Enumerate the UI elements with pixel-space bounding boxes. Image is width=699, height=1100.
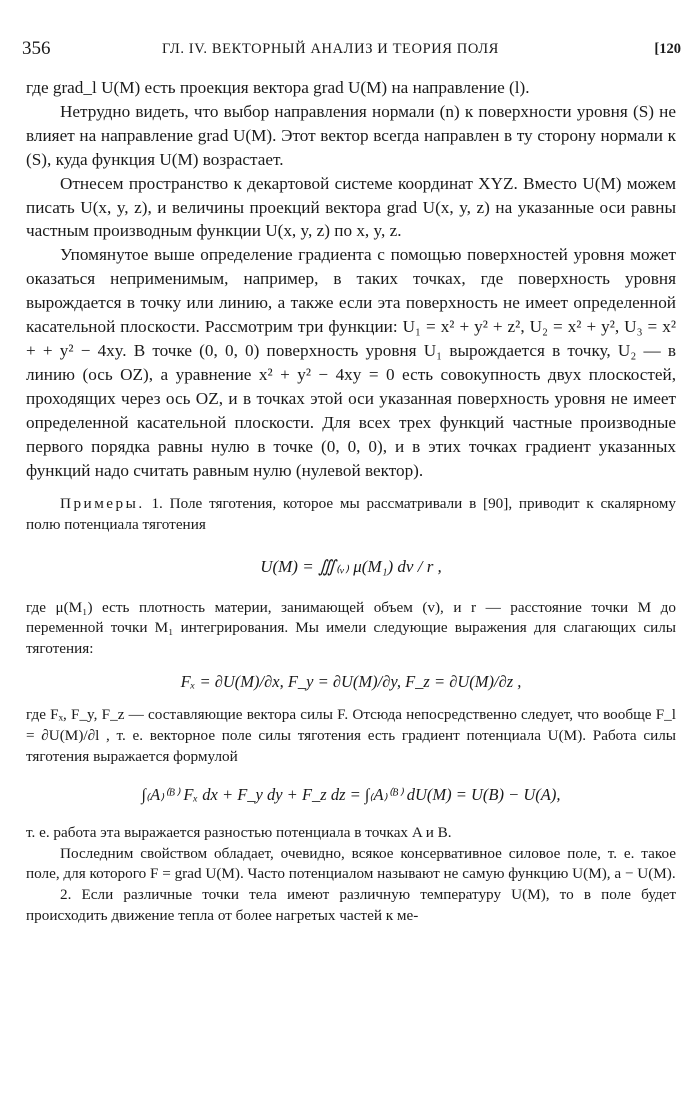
- page-header: [22, 38, 681, 64]
- example-1-intro: [26, 494, 676, 535]
- paragraph-conservative-field: Последним свойством обладает, очевидно, всякое консервативное силовое поле, т. е. такое поле, для которого F = grad U(M). Часто потенциалом называют не самую функцию U(M), а − U(M).: [26, 844, 676, 883]
- paragraph-normal-direction: Нетрудно видеть, что выбор направления нормали (n) к поверхности уровня (S) не влияет на направление grad U(M). Этот вектор всегда направлен в ту сторону нормали к (S), куда функция U(M) возрастает.: [26, 101, 676, 169]
- text-density-definition: где μ(M₁) есть плотность материи, занимающей объем (v), и r — расстояние точки M до переменной точки M₁ интегрирования. Мы имели следующие выражения для слагающих силы тяготения:: [26, 598, 676, 657]
- text-potential-difference: т. е. работа эта выражается разностью потенциала в точках A и B.: [26, 824, 452, 842]
- section-number: [120: [654, 41, 681, 57]
- example-1-text: 1. Поле тяготения, которое мы рассматривали в [90], приводит к скалярному полю потенциала тяготения: [26, 495, 677, 533]
- paragraph-degenerate-surfaces: Упомянутое выше определение градиента с помощью поверхностей уровня может оказаться неприменимым, например, в таких точках, где поверхность уровня вырождается в точку или линию, а также если эта поверхность не имеет определенной касательной плоскости. Рассмотрим три функции: U₁ = x² + y² + z², U₂ = x² + y², U₃ = x² + + y² − 4xy. В точке (0, 0, 0) поверхность уровня U₁ вырождается в точку, U₂ — в линию (ось OZ), а уравнение x² + y² − 4xy = 0 есть совокупность двух плоскостей, проходящих через ось OZ, и в точках этой оси указанная поверхность уровня не имеет определенной касательной плоскости. Для всех трех функций частные производные первого порядка равны нулю в точке (0, 0, 0), и в этих точках градиент указанных функций надо считать равным нулю (нулевой вектор).: [26, 245, 676, 480]
- formula-force-components: Fₓ = ∂U(M)/∂x, F_y = ∂U(M)/∂y, F_z = ∂U(M)/∂z ,: [180, 672, 522, 692]
- formula-gravitational-potential: U(M) = ∭₍ᵥ₎ μ(M₁) dv / r ,: [260, 556, 442, 576]
- examples-label: Примеры.: [60, 495, 145, 513]
- examples-section: [26, 494, 676, 926]
- page-number: 356: [22, 38, 51, 59]
- paragraph-cartesian-coordinates: Отнесем пространство к декартовой системе координат XYZ. Вместо U(M) можем писать U(x, y, z), и величины проекций вектора grad U(x, y, z) на указанные оси равны частным производным функции U(x, y, z) по x, y, z.: [26, 173, 676, 241]
- page-body: [26, 76, 676, 926]
- formula-work-integral: ∫₍A₎⁽ᴮ⁾ Fₓ dx + F_y dy + F_z dz = ∫₍A₎⁽ᴮ⁾ dU(M) = U(B) − U(A),: [141, 785, 561, 805]
- running-head: ГЛ. IV. ВЕКТОРНЫЙ АНАЛИЗ И ТЕОРИЯ ПОЛЯ: [162, 41, 499, 57]
- paragraph-example-2: 2. Если различные точки тела имеют различную температуру U(M), то в поле будет происходить движение тепла от более нагретых частей к ме-: [26, 885, 676, 924]
- paragraph-gradient-projection: где grad_l U(M) есть проекция вектора grad U(M) на направление (l).: [26, 78, 530, 97]
- text-gradient-of-potential: где Fₓ, F_y, F_z — составляющие вектора силы F. Отсюда непосредственно следует, что вообще F_l = ∂U(M)/∂l , т. е. векторное поле силы тяготения есть градиент потенциала U(M). Работа силы тяготения выражается формулой: [26, 706, 676, 765]
